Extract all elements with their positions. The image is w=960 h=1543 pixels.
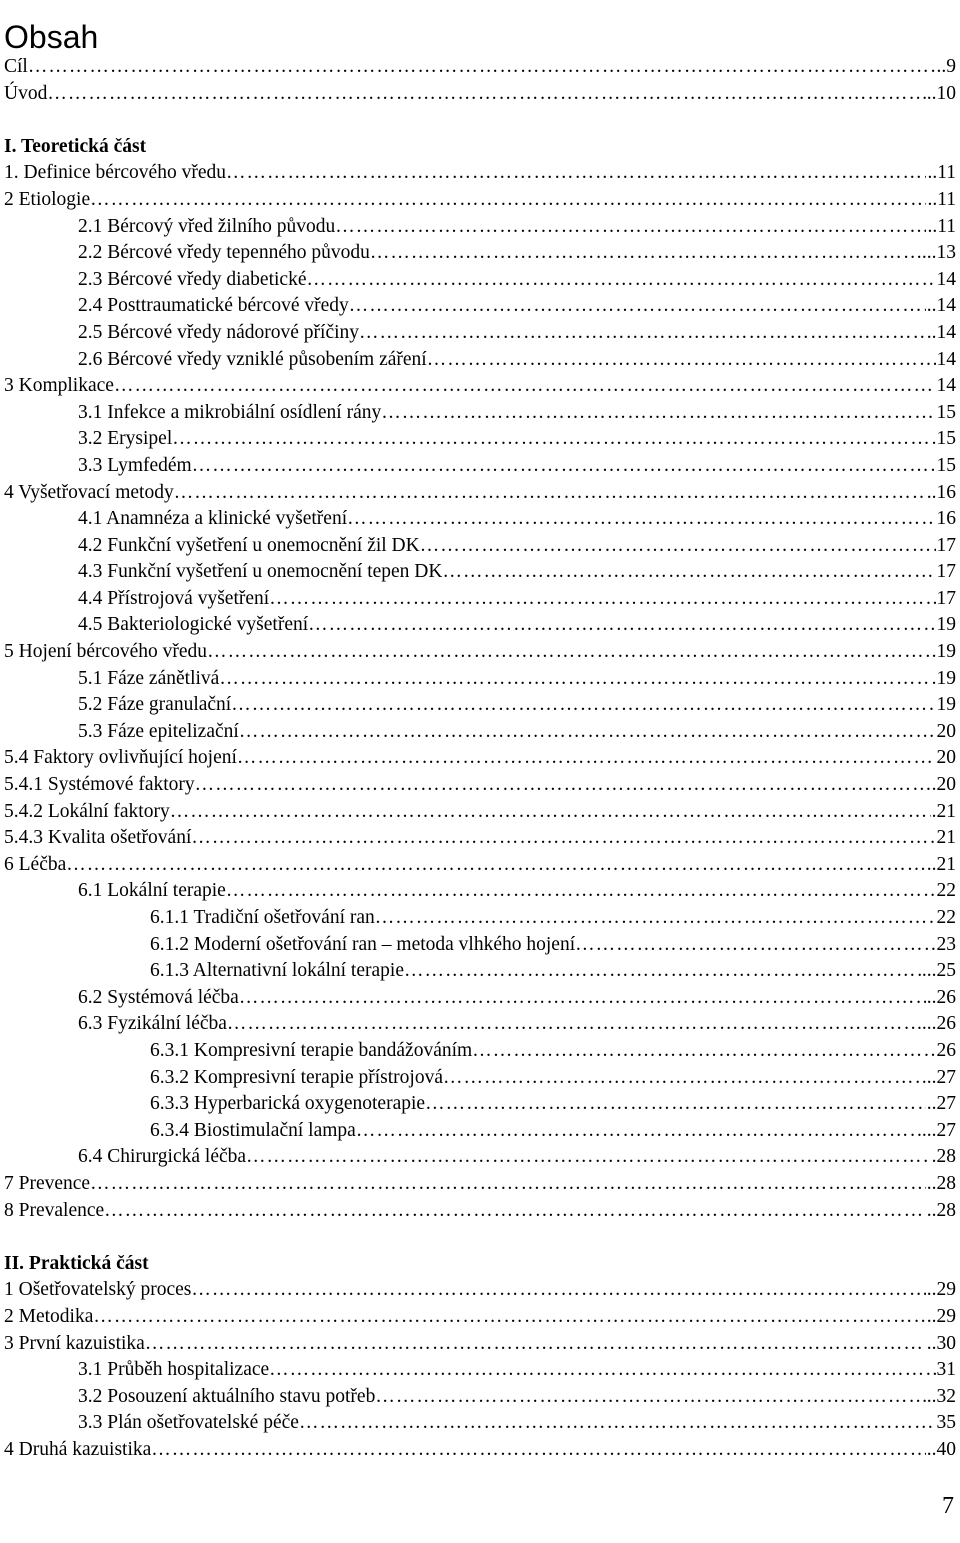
toc-dot-leader [93,1304,925,1331]
toc-entry-title: 6.1.1 Tradiční ošetřování ran [150,907,375,928]
toc-entry[interactable] [4,559,956,586]
toc-entry-page: ..11 [927,215,956,237]
toc-dot-leader [375,905,936,932]
toc-entry[interactable] [4,772,956,799]
toc-entry[interactable] [4,932,956,959]
toc-dot-leader [269,1357,935,1384]
toc-entry-page: ...13 [921,242,956,264]
toc-entry-title: 7 Prevence [4,1172,91,1194]
toc-dot-leader [192,453,936,480]
toc-dot-leader [114,373,936,400]
toc-dot-leader [347,506,935,533]
toc-entry[interactable] [4,373,956,400]
toc-entry[interactable] [4,692,956,719]
toc-dot-leader [28,54,936,81]
toc-entry-page: ..27 [926,1093,956,1115]
toc-entry-page: ..26 [926,986,956,1008]
toc-entry-title: 5.4 Faktory ovlivňující hojení [4,747,237,769]
toc-entry-title: 6.1 Lokální terapie [78,880,226,902]
toc-dot-leader [66,852,925,879]
toc-entry[interactable] [4,1410,956,1437]
toc-entry-page: .20 [931,774,956,796]
toc-section-heading: II. Praktická část [4,1252,149,1274]
page-number: 7 [942,1493,954,1519]
toc-entry[interactable] [4,905,956,932]
toc-dot-leader [151,1437,925,1464]
toc-dot-leader [335,214,926,241]
toc-entry-title: 4.1 Anamnéza a klinické vyšetření [78,508,348,530]
toc-entry-title: 2 Etiologie [4,188,91,210]
toc-entry-page: ..16 [926,481,956,503]
toc-entry[interactable] [4,293,956,320]
toc-entry[interactable] [4,506,956,533]
toc-entry-page: 17 [936,561,956,583]
toc-entry-title: 2.6 Bércové vředy vzniklé působením záření [78,348,427,370]
toc-entry-title: 4.5 Bakteriologické vyšetření [78,614,309,636]
toc-entry[interactable] [4,267,956,294]
toc-entry-page: 17 [936,587,956,609]
toc-entry-title: 3.1 Infekce a mikrobiální osídlení rány [78,401,382,423]
toc-entry-title: 3.3 Lymfedém [78,454,192,476]
toc-entry[interactable] [4,347,956,374]
toc-entry-title: 6.1.2 Moderní ošetřování ran – metoda vlhkého hojení [150,933,576,955]
toc-dot-leader [575,932,935,959]
toc-entry-page: ..10 [926,82,956,104]
toc-entry[interactable] [4,400,956,427]
toc-entry[interactable] [4,187,956,214]
toc-entry[interactable] [4,214,956,241]
toc-entry-page: 14 [936,348,956,370]
toc-dot-leader [420,533,936,560]
toc-dot-leader [90,1171,926,1198]
toc-entry[interactable] [4,719,956,746]
toc-dot-leader [404,958,921,985]
toc-entry[interactable] [4,639,956,666]
toc-entry-page: ..14 [926,321,956,343]
toc-dot-leader [226,878,936,905]
toc-dot-leader [191,1277,925,1304]
toc-entry-page: 20 [936,720,956,742]
toc-entry-page: ..40 [926,1438,956,1460]
toc-entry[interactable] [4,958,956,985]
toc-entry-page: ..28 [926,1172,956,1194]
toc-dot-leader [246,1144,931,1171]
toc-entry-title: 6.3.3 Hyperbarická oxygenoterapie [150,1093,426,1115]
toc-entry-page: 16 [936,508,956,530]
toc-entry-title: 5 Hojení bércového vředu [4,641,208,663]
toc-entry-page: ..32 [926,1385,956,1407]
toc-entry-title: 2.1 Bércový vřed žilního původu [78,215,336,237]
toc-dot-leader [47,81,925,108]
toc-entry-page: ..21 [926,853,956,875]
toc-entry-page: ..11 [927,162,956,184]
toc-entry-title: 6.2 Systémová léčba [78,986,239,1008]
toc-dot-leader [195,772,931,799]
toc-entry-title: 6.4 Chirurgická léčba [78,1146,247,1168]
toc-dot-leader [370,240,921,267]
toc-dot-leader [425,1091,926,1118]
toc-entry-title: 3 První kazuistika [4,1332,145,1354]
toc-entry-page: ..29 [926,1305,956,1327]
toc-entry-page: ...25 [921,960,956,982]
toc-entry[interactable] [4,453,956,480]
toc-dot-leader [308,612,935,639]
toc-entry-title: 3.2 Posouzení aktuálního stavu potřeb [78,1385,376,1407]
toc-dot-leader [381,400,935,427]
toc-entry-title: Úvod [4,82,48,104]
toc-spacer [4,107,956,134]
toc-dot-leader [104,1198,926,1225]
toc-dot-leader [231,692,935,719]
toc-entry-title: 3 Komplikace [4,375,114,397]
toc-entry[interactable] [4,799,956,826]
toc-entry-title: 5.3 Fáze epitelizační [78,720,239,742]
toc-dot-leader [269,586,935,613]
toc-entry-page: ..28 [926,1199,956,1221]
toc-entry[interactable] [4,1198,956,1225]
toc-entry[interactable] [4,612,956,639]
toc-entry-title: 6.1.3 Alternativní lokální terapie [150,960,404,982]
toc-dot-leader [443,1065,926,1092]
toc-dot-leader [442,559,935,586]
toc-entry-title: 6 Léčba [4,853,67,875]
toc-entry-title: 4 Vyšetřovací metody [4,481,174,503]
toc-entry[interactable] [4,1437,956,1464]
toc-entry-page: 23 [936,933,956,955]
toc-section-heading: I. Teoretická část [4,135,147,157]
toc-dot-leader [307,267,936,294]
toc-entry-title: 6.3.1 Kompresivní terapie bandážováním [150,1039,473,1061]
toc-entry-page: ....27 [917,1119,956,1141]
toc-dot-leader [170,799,931,826]
toc-entry-title: 2 Metodika [4,1305,94,1327]
toc-entry-title: 4.2 Funkční vyšetření u onemocnění žil DK [78,534,420,556]
toc-entry-page: ..11 [927,188,956,210]
toc-entry-page: 19 [936,614,956,636]
toc-entry[interactable] [4,160,956,187]
toc-entry-page: 15 [936,454,956,476]
toc-dot-leader [237,745,936,772]
toc-entry[interactable] [4,1304,956,1331]
toc-dot-leader [207,639,931,666]
toc-entry[interactable] [4,985,956,1012]
table-of-contents [4,54,956,1463]
toc-entry-page: ....26 [917,1013,956,1035]
toc-entry[interactable] [4,666,956,693]
toc-entry-title: 4.4 Přístrojová vyšetření [78,587,270,609]
toc-entry-page: 20 [936,747,956,769]
toc-entry-title: 8 Prevalence [4,1199,105,1221]
page-title: Obsah [4,19,99,56]
toc-dot-leader [299,1410,936,1437]
toc-dot-leader [219,666,930,693]
toc-entry[interactable] [4,1091,956,1118]
toc-entry-page: ..9 [936,56,956,77]
toc-entry-title: 3.1 Průběh hospitalizace [78,1359,270,1381]
toc-dot-leader [359,320,926,347]
toc-dot-leader [172,426,930,453]
toc-entry-title: 5.2 Fáze granulační [78,694,232,716]
toc-entry[interactable] [4,1331,956,1358]
toc-entry-page: 22 [936,880,956,902]
toc-entry-title: 2.2 Bércové vředy tepenného původu [78,242,370,264]
toc-dot-leader [226,160,926,187]
toc-entry-title: 5.4.3 Kvalita ošetřování [4,827,192,849]
toc-dot-leader [145,1331,926,1358]
toc-dot-leader [191,825,935,852]
toc-entry-page: .28 [931,1146,956,1168]
toc-entry-page: 21 [936,827,956,849]
toc-dot-leader [239,719,936,746]
toc-entry-title: 3.3 Plán ošetřovatelské péče [78,1412,299,1434]
toc-entry-page: ..30 [926,1332,956,1354]
toc-entry-page: ..27 [926,1066,956,1088]
toc-entry[interactable] [4,1277,956,1304]
toc-entry-title: 6.3 Fyzikální léčba [78,1013,227,1035]
toc-entry[interactable] [4,1065,956,1092]
toc-dot-leader [356,1118,916,1145]
toc-entry-page: 26 [936,1039,956,1061]
toc-entry-title: 6.3.4 Biostimulační lampa [150,1119,356,1141]
toc-entry[interactable] [4,825,956,852]
toc-entry-page: .15 [931,428,956,450]
toc-entry-page: 35 [936,1412,956,1434]
toc-dot-leader [174,480,926,507]
toc-entry-page: .21 [931,800,956,822]
toc-entry[interactable] [4,1384,956,1411]
toc-entry-title: 1 Ošetřovatelský proces [4,1279,192,1301]
toc-entry[interactable] [4,426,956,453]
toc-entry-page: 14 [936,268,956,290]
toc-dot-leader [349,293,926,320]
toc-entry[interactable] [4,878,956,905]
toc-entry[interactable] [4,1144,956,1171]
toc-entry-title: 2.5 Bércové vředy nádorové příčiny [78,321,360,343]
toc-entry[interactable] [4,1118,956,1145]
toc-entry-page: 31 [936,1359,956,1381]
toc-entry-page: 14 [936,375,956,397]
toc-entry[interactable] [4,1011,956,1038]
toc-entry-page: ..14 [926,295,956,317]
toc-entry-title: 3.2 Erysipel [78,428,173,450]
toc-dot-leader [472,1038,935,1065]
toc-entry[interactable] [4,320,956,347]
toc-entry-title: 6.3.2 Kompresivní terapie přístrojová [150,1066,443,1088]
toc-entry[interactable] [4,852,956,879]
toc-entry-title: 4 Druhá kazuistika [4,1438,152,1460]
toc-entry[interactable] [4,1357,956,1384]
toc-dot-leader [90,187,926,214]
toc-entry-page: 19 [936,694,956,716]
toc-dot-leader [427,347,936,374]
toc-entry-title: 1. Definice bércového vředu [4,162,226,184]
toc-entry-page: 22 [936,907,956,928]
toc-entry[interactable] [4,1171,956,1198]
toc-entry-page: ..29 [926,1279,956,1301]
toc-entry[interactable] [4,81,956,108]
toc-dot-leader [227,1011,916,1038]
toc-dot-leader [375,1384,925,1411]
toc-entry[interactable] [4,533,956,560]
toc-entry-title: 2.3 Bércové vředy diabetické [78,268,307,290]
toc-entry-page: 17 [936,534,956,556]
toc-entry-page: 15 [936,401,956,423]
toc-entry-title: 2.4 Posttraumatické bércové vředy [78,295,349,317]
toc-entry[interactable] [4,480,956,507]
toc-entry[interactable] [4,745,956,772]
toc-entry[interactable] [4,240,956,267]
toc-entry-page: .19 [931,641,956,663]
toc-entry-page: .19 [931,667,956,689]
toc-entry-title: 5.1 Fáze zánětlivá [78,667,220,689]
toc-entry-title: 5.4.2 Lokální faktory [4,800,170,822]
toc-spacer [4,1224,956,1251]
toc-entry[interactable] [4,586,956,613]
toc-entry-title: 5.4.1 Systémové faktory [4,774,195,796]
toc-entry-title: Cíl [4,56,28,77]
toc-entry-title: 4.3 Funkční vyšetření u onemocnění tepen DK [78,561,443,583]
toc-dot-leader [239,985,926,1012]
toc-entry[interactable] [4,54,956,81]
toc-entry[interactable] [4,1038,956,1065]
